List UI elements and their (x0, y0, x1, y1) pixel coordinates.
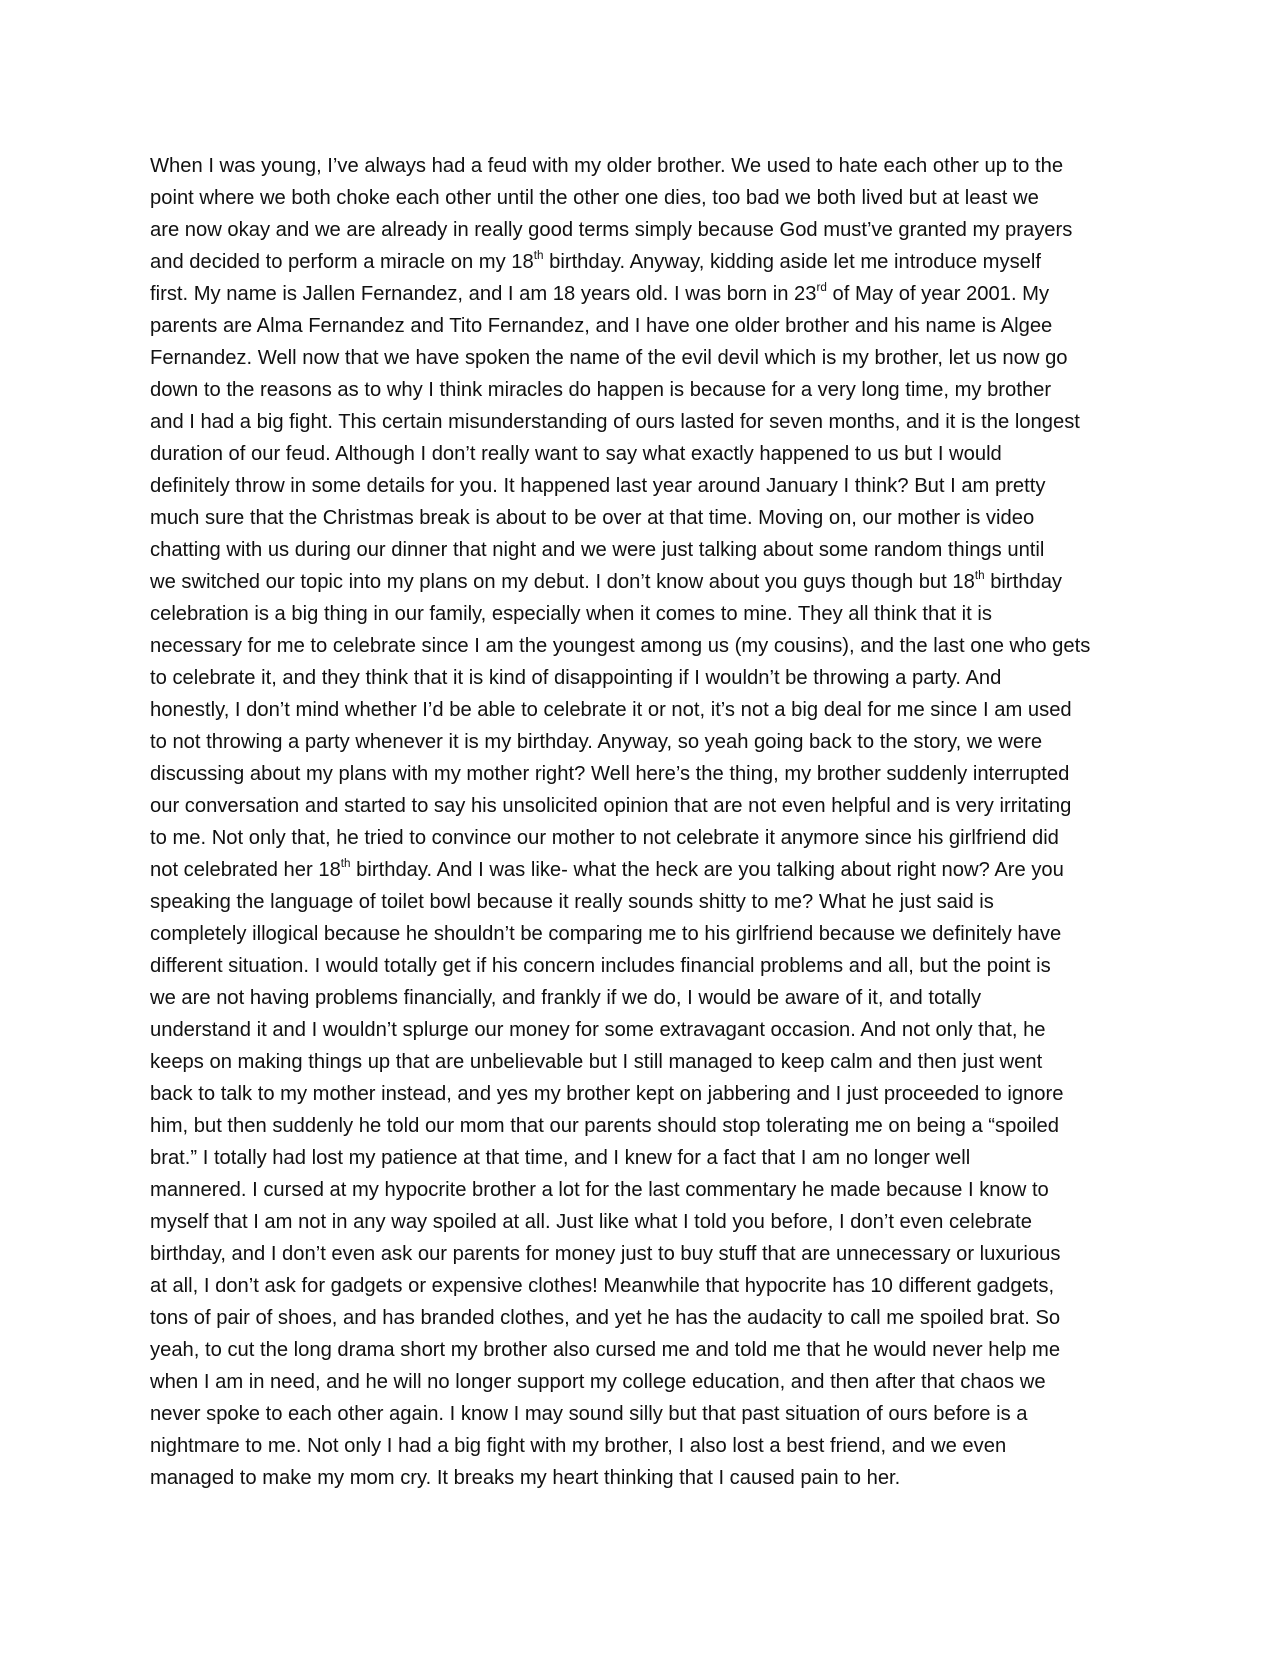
text-line: tons of pair of shoes, and has branded clothes, and yet he has the audacity to call me spoiled brat. So (150, 1307, 1061, 1329)
body-paragraph (150, 150, 1140, 1494)
text-line: understand it and I wouldn’t splurge our money for some extravagant occasion. And not only that, he (150, 1019, 1046, 1041)
text-line: celebration is a big thing in our family, especially when it comes to mine. They all think that it is (150, 603, 992, 625)
text-line: keeps on making things up that are unbelievable but I still managed to keep calm and then just went (150, 1051, 1043, 1073)
ordinal-suffix: th (340, 857, 351, 871)
text-segment: we switched our topic into my plans on my debut. I don’t know about you guys though but 18 (150, 571, 975, 593)
text-line: birthday, and I don’t even ask our parents for money just to buy stuff that are unnecessary or luxurious (150, 1243, 1061, 1265)
text-line: nightmare to me. Not only I had a big fight with my brother, I also lost a best friend, and we even (150, 1435, 1007, 1457)
text-line: down to the reasons as to why I think miracles do happen is because for a very long time, my brother (150, 379, 1052, 401)
text-line: point where we both choke each other until the other one dies, too bad we both lived but at least we (150, 187, 1039, 209)
text-line: him, but then suddenly he told our mom that our parents should stop tolerating me on being a “spoiled (150, 1115, 1059, 1137)
text-line: yeah, to cut the long drama short my brother also cursed me and told me that he would never help me (150, 1339, 1061, 1361)
text-line (150, 854, 1140, 886)
text-line: mannered. I cursed at my hypocrite brother a lot for the last commentary he made because I know to (150, 1179, 1049, 1201)
text-line: to celebrate it, and they think that it is kind of disappointing if I wouldn’t be throwing a party. And (150, 667, 1002, 689)
text-line: at all, I don’t ask for gadgets or expensive clothes! Meanwhile that hypocrite has 10 different gadgets, (150, 1275, 1055, 1297)
text-line: managed to make my mom cry. It breaks my heart thinking that I caused pain to her. (150, 1467, 901, 1489)
text-line: necessary for me to celebrate since I am the youngest among us (my cousins), and the last one who gets (150, 635, 1091, 657)
text-line: myself that I am not in any way spoiled at all. Just like what I told you before, I don’t even celebrate (150, 1211, 1032, 1233)
text-line: are now okay and we are already in really good terms simply because God must’ve granted my prayers (150, 219, 1073, 241)
text-line (150, 566, 1140, 598)
text-line: definitely throw in some details for you. It happened last year around January I think? But I am pretty (150, 475, 1046, 497)
text-segment: first. My name is Jallen Fernandez, and I am 18 years old. I was born in 23 (150, 283, 817, 305)
text-segment: birthday. And I was like- what the heck are you talking about right now? Are you (350, 859, 1064, 881)
text-line: our conversation and started to say his unsolicited opinion that are not even helpful and is very irritating (150, 795, 1072, 817)
text-line: When I was young, I’ve always had a feud with my older brother. We used to hate each other up to the (150, 155, 1064, 177)
text-line: different situation. I would totally get if his concern includes financial problems and all, but the point is (150, 955, 1051, 977)
text-line: back to talk to my mother instead, and yes my brother kept on jabbering and I just proceeded to ignore (150, 1083, 1064, 1105)
text-line: and I had a big fight. This certain misunderstanding of ours lasted for seven months, and it is the longest (150, 411, 1080, 433)
text-segment: not celebrated her 18 (150, 859, 341, 881)
text-line: to not throwing a party whenever it is my birthday. Anyway, so yeah going back to the story, we were (150, 731, 1043, 753)
ordinal-suffix: rd (816, 281, 827, 295)
text-line: much sure that the Christmas break is about to be over at that time. Moving on, our mother is video (150, 507, 1035, 529)
text-line: honestly, I don’t mind whether I’d be able to celebrate it or not, it’s not a big deal for me since I am used (150, 699, 1072, 721)
text-segment: birthday. Anyway, kidding aside let me introduce myself (543, 251, 1041, 273)
text-line: brat.” I totally had lost my patience at that time, and I knew for a fact that I am no longer well (150, 1147, 971, 1169)
text-segment: birthday (984, 571, 1063, 593)
text-line: chatting with us during our dinner that night and we were just talking about some random things until (150, 539, 1045, 561)
text-line: parents are Alma Fernandez and Tito Fernandez, and I have one older brother and his name is Algee (150, 315, 1053, 337)
text-line: discussing about my plans with my mother right? Well here’s the thing, my brother suddenly interrupted (150, 763, 1070, 785)
text-line (150, 278, 1140, 310)
text-segment: and decided to perform a miracle on my 18 (150, 251, 534, 273)
text-segment: of May of year 2001. My (826, 283, 1050, 305)
text-line: to me. Not only that, he tried to convince our mother to not celebrate it anymore since his girlfriend did (150, 827, 1059, 849)
text-line: speaking the language of toilet bowl because it really sounds shitty to me? What he just said is (150, 891, 994, 913)
text-line: completely illogical because he shouldn’t be comparing me to his girlfriend because we definitely have (150, 923, 1062, 945)
text-line: when I am in need, and he will no longer support my college education, and then after that chaos we (150, 1371, 1046, 1393)
text-line: duration of our feud. Although I don’t really want to say what exactly happened to us but I would (150, 443, 1002, 465)
text-line: we are not having problems financially, and frankly if we do, I would be aware of it, and totally (150, 987, 982, 1009)
ordinal-suffix: th (533, 249, 544, 263)
text-line: never spoke to each other again. I know I may sound silly but that past situation of ours before is a (150, 1403, 1028, 1425)
ordinal-suffix: th (974, 569, 985, 583)
text-line: Fernandez. Well now that we have spoken the name of the evil devil which is my brother, let us now go (150, 347, 1068, 369)
text-line (150, 246, 1140, 278)
